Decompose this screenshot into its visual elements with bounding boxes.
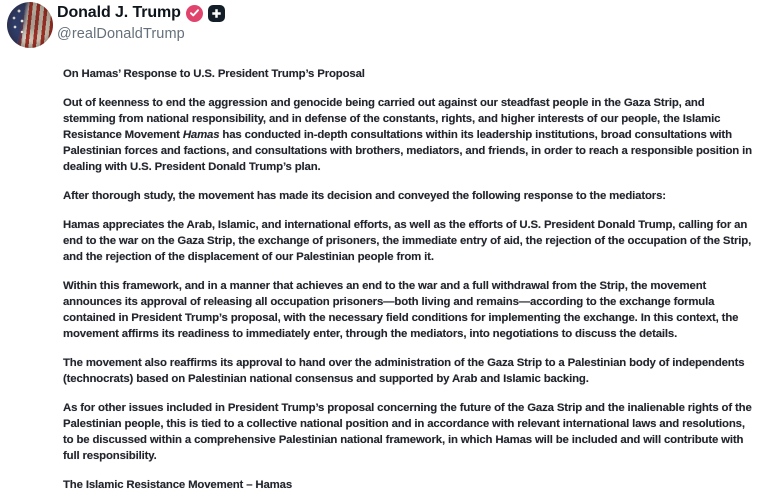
statement-paragraph-intro [63,95,757,175]
author-block [57,3,225,42]
plus-badge-icon [208,5,225,22]
statement-paragraph-other-issues: As for other issues included in President Trump’s proposal concerning the future of the Gaza Strip and the inalienable rights of the Palestinian people, this is tied to a collective national position and in accordance with relevant international laws and resolutions, to be discussed within a comprehensive Palestinian national framework, in which Hamas will be included and will contribute with full responsibility. [63,402,752,462]
intro-text-before: Out of keenness to end the aggression and genocide being carried out against our steadfast people in the Gaza Strip, and stemming from national responsibility, and in defense of the constants, rights, and higher interests of our people, the Islamic Resistance Movement [63,97,721,141]
statement-paragraph-framework: Within this framework, and in a manner that achieves an end to the war and a full withdrawal from the Strip, the movement announces its approval of releasing all occupation prisoners—both living and remains—according to the exchange formula contained in President Trump’s proposal, with the necessary field conditions for implementing the exchange. In this context, the movement affirms its readiness to immediately enter, through the mediators, into negotiations to discuss the details. [63,280,739,340]
intro-text-after: has conducted in-depth consultations within its leadership institutions, broad consultations with Palestinian forces and factions, and consultations with brothers, mediators, and friends, in order to reach a responsible position in dealing with U.S. President Donald Trump’s plan. [63,129,752,173]
verified-badge-icon [186,5,203,22]
statement-title: On Hamas’ Response to U.S. President Trump’s Proposal [63,68,365,80]
intro-text-italic: Hamas [182,129,220,141]
statement-signature: The Islamic Resistance Movement – Hamas [63,479,293,491]
post-header [0,0,778,60]
statement-paragraph-appreciates: Hamas appreciates the Arab, Islamic, and international efforts, as well as the efforts of U.S. President Donald Trump, calling for an end to the war on the Gaza Strip, the exchange of prisoners, the immediate entry of aid, the rejection of the occupation of the Strip, and the rejection of the displacement of our Palestinian people from it. [63,219,752,263]
author-handle[interactable]: @realDonaldTrump [57,26,185,42]
statement-paragraph-reaffirms: The movement also reaffirms its approval to hand over the administration of the Gaza Strip to a Palestinian body of independents (technocrats) based on Palestinian national consensus and supported by Arab and Islamic backing. [63,357,745,385]
author-name[interactable]: Donald J. Trump [57,4,181,21]
statement-image[interactable] [63,66,757,493]
avatar[interactable] [7,2,53,48]
statement-paragraph-study: After thorough study, the movement has made its decision and conveyed the following response to the mediators: [63,190,666,202]
